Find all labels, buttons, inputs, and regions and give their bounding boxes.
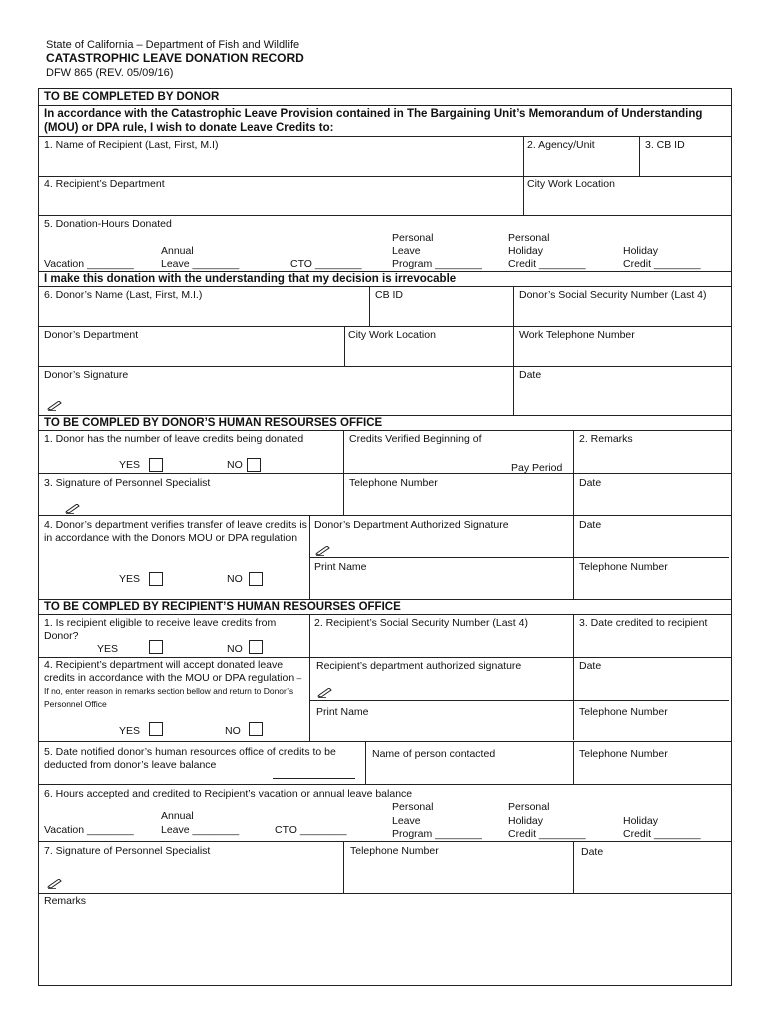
cb-id-field[interactable] bbox=[641, 151, 729, 175]
remarks-2-label: 2. Remarks bbox=[579, 433, 633, 445]
credits-verified-label: Credits Verified Beginning of bbox=[349, 433, 482, 445]
personnel-signature-7-label: 7. Signature of Personnel Specialist bbox=[44, 845, 211, 857]
hr-date-field[interactable] bbox=[575, 489, 729, 513]
hr-telephone-label: Telephone Number bbox=[349, 477, 438, 489]
leave-word: Leave bbox=[392, 815, 421, 827]
donor-hr-section-title: TO BE COMPLED BY DONOR’S HUMAN RESOURSES OFFICE bbox=[44, 417, 383, 429]
personal-leave-label: Personal bbox=[392, 801, 434, 813]
date-credited-field[interactable] bbox=[575, 629, 729, 656]
holiday-credit-label: Holiday bbox=[623, 245, 659, 257]
recipient-city-field[interactable] bbox=[525, 190, 729, 214]
donor-intro: In accordance with the Catastrophic Leave Provision contained in The Bargaining Unit’s Memorandum of Understanding (MOU) or DPA rule, I wish to donate Leave Credits to: bbox=[44, 108, 703, 134]
contact-telephone-label: Telephone Number bbox=[579, 748, 668, 760]
personal-holiday-label: Personal bbox=[508, 232, 550, 244]
annual-label: Annual bbox=[161, 810, 194, 822]
no-label: NO bbox=[227, 459, 243, 471]
personnel-date-label: Date bbox=[581, 846, 604, 858]
recipient-auth-date-field[interactable] bbox=[575, 672, 729, 696]
yes-checkbox[interactable] bbox=[149, 458, 163, 472]
vacation-field[interactable]: Vacation ________ bbox=[44, 824, 134, 836]
donor-date-field[interactable] bbox=[515, 381, 729, 414]
vacation-field[interactable]: Vacation ________ bbox=[44, 258, 134, 270]
irrevocable-statement: I make this donation with the understanding that my decision is irrevocable bbox=[44, 273, 457, 285]
personnel-signature-label: 3. Signature of Personnel Specialist bbox=[44, 477, 211, 489]
donor-ssn-field[interactable] bbox=[515, 301, 729, 325]
donor-auth-signature-field[interactable] bbox=[311, 531, 571, 555]
yes-checkbox[interactable] bbox=[149, 640, 163, 654]
donor-city-label: City Work Location bbox=[348, 329, 436, 341]
donor-name-label: 6. Donor’s Name (Last, First, M.I.) bbox=[44, 289, 203, 301]
no-checkbox[interactable] bbox=[249, 572, 263, 586]
print-name-field[interactable] bbox=[311, 573, 571, 597]
no-label: NO bbox=[225, 725, 241, 737]
recipient-ssn-field[interactable] bbox=[311, 629, 571, 656]
holiday-credit-label: Holiday bbox=[623, 815, 659, 827]
yes-label: YES bbox=[119, 573, 141, 585]
donor-department-label: Donor’s Department bbox=[44, 329, 139, 341]
recipient-department-field[interactable] bbox=[40, 190, 522, 214]
donor-city-field[interactable] bbox=[346, 341, 511, 365]
holiday-credit-field[interactable]: Credit ________ bbox=[623, 828, 701, 840]
no-checkbox[interactable] bbox=[247, 458, 261, 472]
yes-checkbox[interactable] bbox=[149, 572, 163, 586]
work-phone-field[interactable] bbox=[515, 341, 729, 365]
date-notified-question: 5. Date notified donor’s human resources office of credits to be deducted from donor’s leave balance bbox=[44, 746, 336, 771]
donor-ssn-label: Donor’s Social Security Number (Last 4) bbox=[519, 289, 707, 301]
recipient-ssn-label: 2. Recipient’s Social Security Number (Last 4) bbox=[314, 617, 528, 629]
form-number: DFW 865 (REV. 05/09/16) bbox=[46, 67, 174, 79]
personnel-telephone-label: Telephone Number bbox=[350, 845, 439, 857]
holiday-label: Holiday bbox=[508, 245, 544, 257]
date-credited-label: 3. Date credited to recipient bbox=[579, 617, 708, 629]
yes-label: YES bbox=[119, 725, 141, 737]
hours-accepted-label: 6. Hours accepted and credited to Recipient’s vacation or annual leave balance bbox=[44, 788, 413, 800]
annual-leave-field[interactable]: Leave ________ bbox=[161, 824, 240, 836]
personal-holiday-credit-field[interactable]: Credit ________ bbox=[508, 828, 586, 840]
donor-cb-id-label: CB ID bbox=[375, 289, 404, 301]
agency-unit-field[interactable] bbox=[525, 151, 637, 175]
recipient-auth-date-label: Date bbox=[579, 660, 602, 672]
recipient-print-name-field[interactable] bbox=[311, 718, 571, 740]
recipient-auth-signature-field[interactable] bbox=[311, 672, 571, 696]
recipient-city-label: City Work Location bbox=[527, 178, 615, 190]
pen-icon bbox=[47, 401, 63, 411]
hr-date-label: Date bbox=[579, 477, 602, 489]
credits-verified-field[interactable] bbox=[345, 445, 571, 461]
hr-telephone-field[interactable] bbox=[345, 489, 571, 513]
recipient-telephone-label: Telephone Number bbox=[579, 706, 668, 718]
agency-name: State of California – Department of Fish and Wildlife bbox=[46, 39, 300, 51]
donation-hours-label: 5. Donation-Hours Donated bbox=[44, 218, 172, 230]
recipient-hr-section-title: TO BE COMPLED BY RECIPIENT’S HUMAN RESOURSES OFFICE bbox=[44, 601, 401, 613]
donor-name-field[interactable] bbox=[40, 301, 368, 325]
date-notified-field[interactable] bbox=[273, 763, 355, 777]
auth-date-label: Date bbox=[579, 519, 602, 531]
personnel-signature-field[interactable] bbox=[40, 489, 342, 513]
pen-icon bbox=[315, 546, 331, 556]
personal-holiday-label: Personal bbox=[508, 801, 550, 813]
cb-id-label: 3. CB ID bbox=[645, 139, 685, 151]
remarks-2-field[interactable] bbox=[575, 445, 729, 472]
personal-holiday-credit-field[interactable]: Credit ________ bbox=[508, 258, 586, 270]
annual-leave-field[interactable]: Leave ________ bbox=[161, 258, 240, 270]
holiday-credit-field[interactable]: Credit ________ bbox=[623, 258, 701, 270]
recipient-department-label: 4. Recipient’s Department bbox=[44, 178, 165, 190]
recipient-print-name-label: Print Name bbox=[316, 706, 369, 718]
donor-auth-signature-label: Donor’s Department Authorized Signature bbox=[314, 519, 509, 531]
recipient-eligible-question: 1. Is recipient eligible to receive leave credits from Donor? bbox=[44, 617, 277, 642]
print-telephone-field[interactable] bbox=[575, 573, 729, 597]
cto-field[interactable]: CTO ________ bbox=[290, 258, 362, 270]
donor-cb-id-field[interactable] bbox=[371, 301, 511, 325]
form-title: CATASTROPHIC LEAVE DONATION RECORD bbox=[46, 51, 304, 65]
donor-section-title: TO BE COMPLETED BY DONOR bbox=[44, 91, 220, 103]
personnel-signature-7-field[interactable] bbox=[40, 857, 342, 892]
donation-form bbox=[38, 88, 732, 986]
personal-leave-program-field[interactable]: Program ________ bbox=[392, 828, 482, 840]
yes-label: YES bbox=[119, 459, 141, 471]
remarks-label: Remarks bbox=[44, 895, 87, 907]
pen-icon bbox=[47, 879, 63, 889]
contact-name-label: Name of person contacted bbox=[372, 748, 496, 760]
auth-date-field[interactable] bbox=[575, 531, 729, 555]
print-name-label: Print Name bbox=[314, 561, 367, 573]
recipient-dept-accept-question: 4. Recipient’s department will accept donated leave credits in accordance with the MOU or DPA regulation – If no, enter reason in remarks section bellow and return to Donor’s Personnel Office bbox=[44, 659, 302, 709]
yes-label: YES bbox=[97, 643, 119, 655]
recipient-name-label: 1. Name of Recipient (Last, First, M.I) bbox=[44, 139, 219, 151]
contact-telephone-field[interactable] bbox=[575, 760, 729, 783]
pay-period-label: Pay Period bbox=[511, 462, 563, 474]
pen-icon bbox=[317, 688, 333, 698]
donor-signature-field[interactable] bbox=[40, 381, 511, 414]
personal-leave-label: Personal bbox=[392, 232, 434, 244]
donor-signature-label: Donor’s Signature bbox=[44, 369, 129, 381]
leave-word: Leave bbox=[392, 245, 421, 257]
no-label: NO bbox=[227, 573, 243, 585]
cto-field[interactable]: CTO ________ bbox=[275, 824, 347, 836]
pen-icon bbox=[65, 504, 81, 514]
agency-unit-label: 2. Agency/Unit bbox=[527, 139, 595, 151]
donor-department-field[interactable] bbox=[40, 341, 342, 365]
donor-credits-question: 1. Donor has the number of leave credits being donated bbox=[44, 433, 304, 445]
donor-dept-verifies-question: 4. Donor’s department verifies transfer of leave credits is in accordance with the Donors MOU or DPA regulation bbox=[44, 519, 307, 544]
annual-label: Annual bbox=[161, 245, 194, 257]
work-phone-label: Work Telephone Number bbox=[519, 329, 635, 341]
recipient-auth-signature-label: Recipient’s department authorized signature bbox=[316, 660, 522, 672]
recipient-telephone-field[interactable] bbox=[575, 718, 729, 740]
personal-leave-program-field[interactable]: Program ________ bbox=[392, 258, 482, 270]
donor-date-label: Date bbox=[519, 369, 542, 381]
contact-name-field[interactable] bbox=[367, 760, 571, 783]
personnel-date-field[interactable] bbox=[575, 858, 729, 892]
holiday-label: Holiday bbox=[508, 815, 544, 827]
recipient-name-field[interactable] bbox=[40, 151, 522, 175]
yes-checkbox[interactable] bbox=[149, 722, 163, 736]
no-label: NO bbox=[227, 643, 243, 655]
remarks-field[interactable] bbox=[40, 909, 730, 983]
personnel-telephone-field[interactable] bbox=[345, 857, 571, 892]
no-checkbox[interactable] bbox=[249, 722, 263, 736]
no-checkbox[interactable] bbox=[249, 640, 263, 654]
print-telephone-label: Telephone Number bbox=[579, 561, 668, 573]
